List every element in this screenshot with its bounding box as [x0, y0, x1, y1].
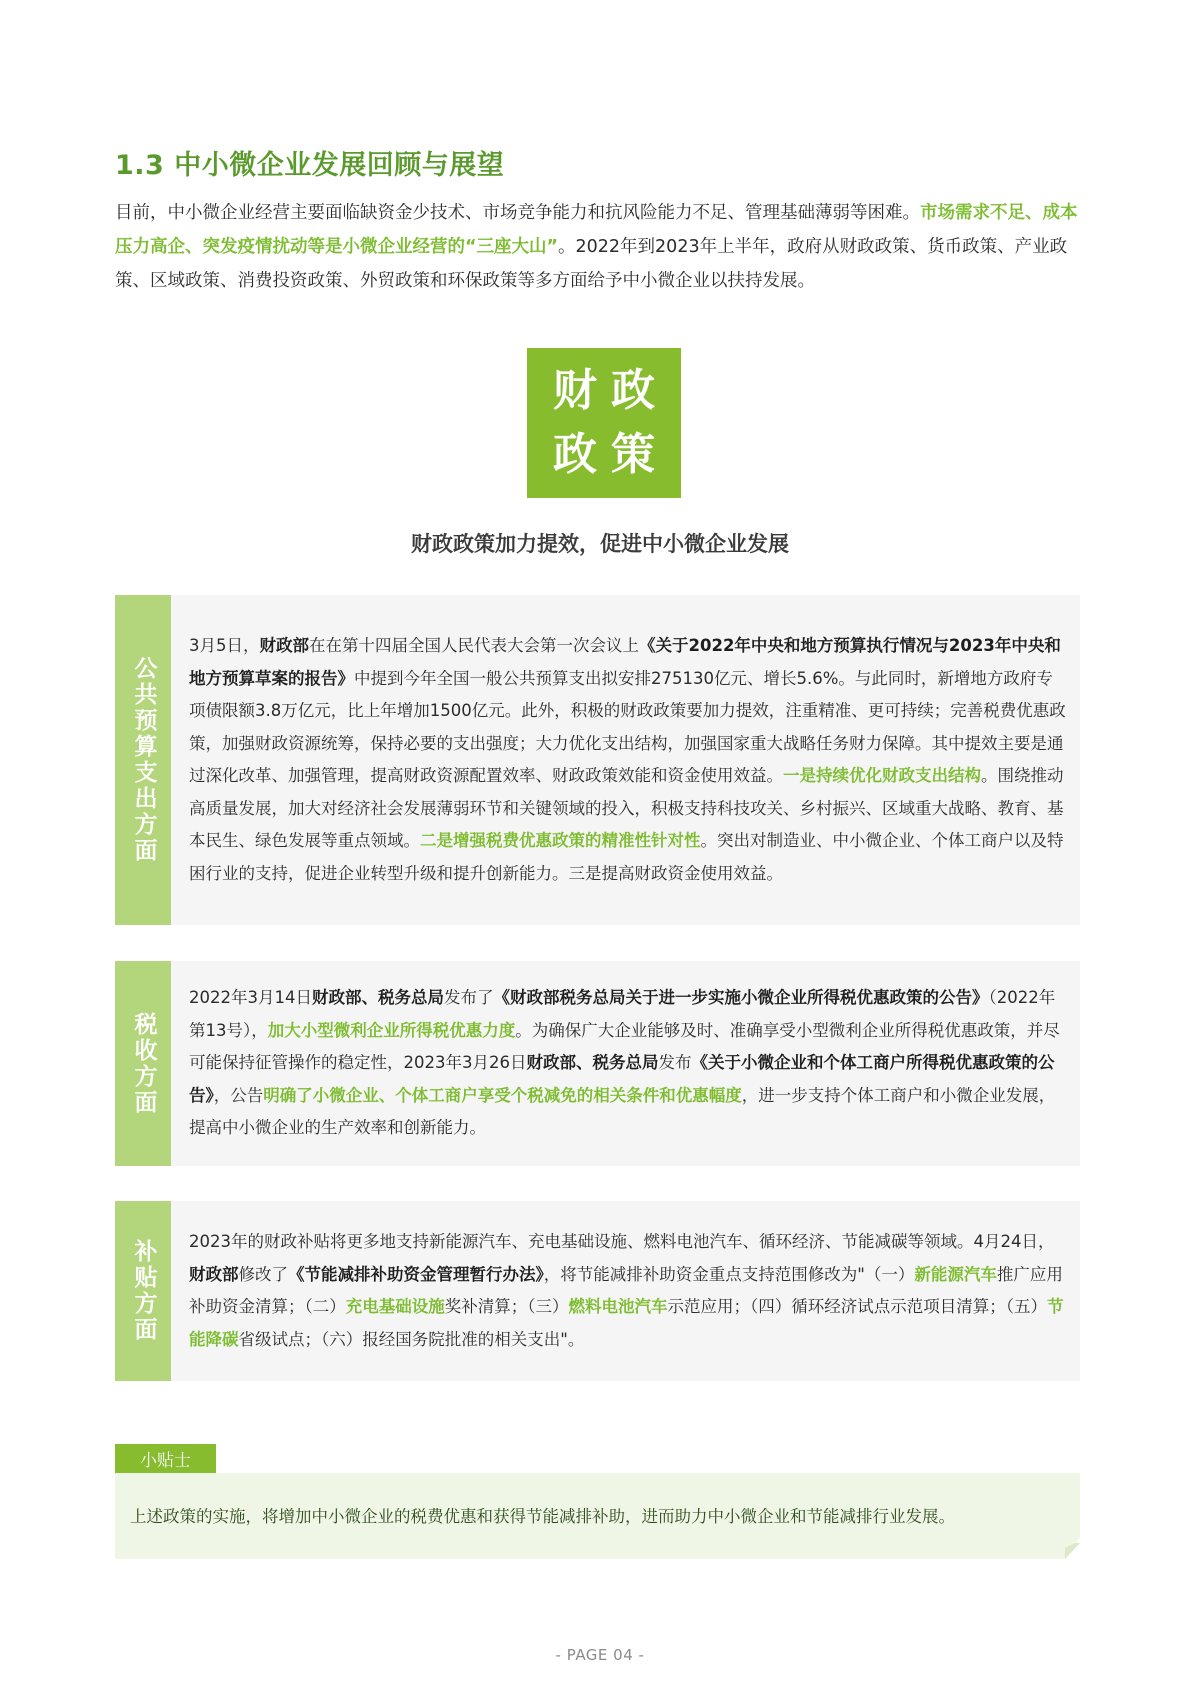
tip-label: 小贴士: [115, 1444, 216, 1473]
bold-text: 财政部: [189, 1264, 239, 1284]
side-label-text: 税收方面: [130, 1011, 157, 1116]
intro-paragraph: [115, 196, 1090, 298]
bold-text: 《关于小微企业和个体工商户所得税优惠政策的公告》: [189, 1053, 1055, 1105]
highlight-text: 节能降碳: [189, 1297, 1064, 1349]
bold-text: 《节能减排补助资金管理暂行办法》: [288, 1264, 544, 1284]
intro-text-2: 。2022年到2023年上半年，政府从财政政策、货币政策、产业政策、区域政策、消费投资政策、外贸政策和环保政策等多方面给予中小微企业以扶持发展。: [115, 237, 1068, 291]
body-text: 修改了: [238, 1264, 288, 1284]
body-text: ，公告: [213, 1085, 264, 1105]
side-label-text: 补贴方面: [130, 1239, 157, 1343]
intro-highlight: 市场需求不足、成本压力高企、突发疫情扰动等是小微企业经营的“三座大山”: [115, 203, 1078, 257]
public-budget-box: [115, 595, 1080, 925]
side-label-text: 公共预算支出方面: [130, 656, 157, 864]
box-text: [189, 630, 1066, 890]
highlight-text: 明确了小微企业、个体工商户享受个税减免的相关条件和优惠幅度: [263, 1085, 742, 1105]
tip-text: 上述政策的实施，将增加中小微企业的税费优惠和获得节能减排补助，进而助力中小微企业和节能减排行业发展。: [130, 1507, 955, 1526]
body-text: 省级试点；（六）报经国务院批准的相关支出"。: [238, 1329, 585, 1349]
body-text: 2023年的财政补贴将更多地支持新能源汽车、充电基础设施、燃料电池汽车、循环经济、节能减碳等领域。4月24日，: [189, 1232, 1055, 1251]
body-text: 2022年3月14日: [189, 988, 312, 1008]
body-text: ，将节能减排补助资金重点支持范围修改为"（一）: [543, 1264, 915, 1284]
body-text: 推广应用补助资金清算；（二）: [189, 1264, 1063, 1316]
section-title: 1.3 中小微企业发展回顾与展望: [115, 150, 505, 181]
body-text: ，进一步支持个体工商户和小微企业发展，提高中小微企业的生产效率和创新能力。: [189, 1085, 1056, 1138]
box-body: [171, 595, 1080, 925]
page-number: - PAGE 04 -: [555, 1646, 645, 1664]
intro-text-1: 目前，中小微企业经营主要面临缺资金少技术、市场竞争能力和抗风险能力不足、管理基础薄弱等困难。: [115, 203, 920, 223]
bold-text: 《财政部税务总局关于进一步实施小微企业所得税优惠政策的公告》: [493, 988, 989, 1008]
subtitle: 财政政策加力提效，促进中小微企业发展: [411, 532, 789, 556]
box-side-label: [115, 1201, 171, 1381]
body-text: 中提到今年全国一般公共预算支出拟安排275130亿元、增长5.6%。与此同时，新增地方政府专项债限额3.8万亿元，比上年增加1500亿元。此外，积极的财政政策要加力提效，注重精准、更可持续；完善税费优惠政策，加强财政资源统筹，保持必要的支出强度；大力优化支出结构，加强国家重大战略任务财力保障。其中提效主要是通过深化改革、加强管理，提高财政资源配置效率、财政政策效能和资金使用效益。: [189, 668, 1066, 785]
badge-line-2: 政策: [553, 429, 669, 480]
highlight-text: 新能源汽车: [914, 1264, 997, 1284]
subsidy-box: [115, 1201, 1080, 1381]
body-text: 3月5日，: [189, 636, 260, 655]
box-text: [189, 1226, 1066, 1356]
body-text: 发布了: [444, 988, 494, 1008]
box-body: [171, 1201, 1080, 1381]
fiscal-policy-badge: [527, 348, 681, 498]
tax-box: [115, 961, 1080, 1166]
box-text: [189, 982, 1066, 1145]
body-text: （2022年第13号），: [189, 988, 1056, 1040]
highlight-text: 充电基础设施: [345, 1297, 445, 1316]
box-side-label: [115, 961, 171, 1166]
body-text: 。围绕推动高质量发展，加大对经济社会发展薄弱环节和关键领域的投入，积极支持科技攻关、乡村振兴、区域重大战略、教育、基本民生、绿色发展等重点领域。: [189, 766, 1064, 850]
highlight-text: 一是持续优化财政支出结构: [783, 766, 981, 785]
box-body: [171, 961, 1080, 1166]
badge-line-1: 财政: [553, 365, 669, 416]
bold-text: 财政部、税务总局: [526, 1053, 659, 1073]
body-text: 。为确保广大企业能够及时、准确享受小型微利企业所得税优惠政策，并尽可能保持征管操作的稳定性，2023年3月26日: [189, 1020, 1060, 1073]
highlight-text: 二是增强税费优惠政策的精准性针对性: [420, 831, 701, 850]
body-text: 在在第十四届全国人民代表大会第一次会议上: [309, 636, 639, 655]
body-text: 。突出对制造业、中小微企业、个体工商户以及特困行业的支持，促进企业转型升级和提升创新能力。三是提高财政资金使用效益。: [189, 831, 1064, 883]
bold-text: 《关于2022年中央和地方预算执行情况与2023年中央和地方预算草案的报告》: [189, 636, 1061, 688]
body-text: 发布: [658, 1053, 692, 1073]
bold-text: 财政部、税务总局: [312, 988, 444, 1008]
bold-text: 财政部: [259, 636, 309, 655]
box-side-label: [115, 595, 171, 925]
body-text: 奖补清算；（三）: [444, 1297, 569, 1316]
highlight-text: 燃料电池汽车: [568, 1297, 668, 1316]
body-text: 示范应用；（四）循环经济试点示范项目清算；（五）: [667, 1297, 1047, 1316]
highlight-text: 加大小型微利企业所得税优惠力度: [267, 1020, 516, 1040]
